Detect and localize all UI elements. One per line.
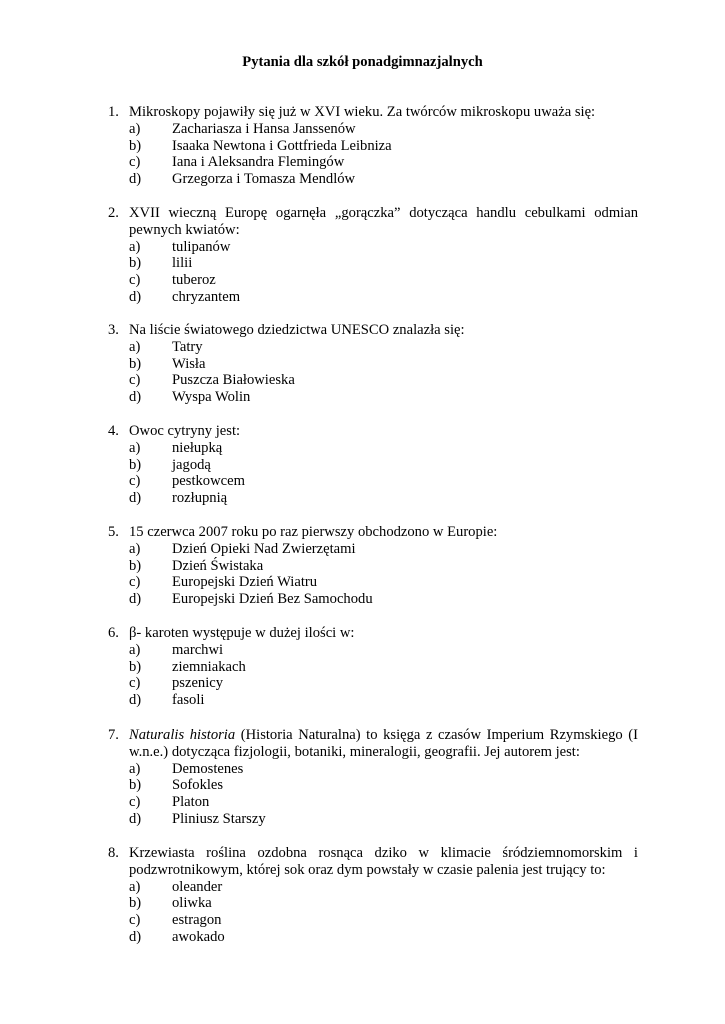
answer-letter: d)	[129, 692, 142, 709]
answer-b[interactable]	[129, 356, 638, 373]
answer-d[interactable]	[129, 490, 638, 507]
answer-letter: b)	[129, 557, 142, 574]
question-8	[108, 845, 638, 946]
answer-list	[108, 879, 638, 946]
answer-letter: d)	[129, 389, 142, 406]
answer-text: Demostenes	[172, 760, 244, 777]
answer-text: Wisła	[172, 355, 206, 372]
answer-letter: d)	[129, 490, 142, 507]
answer-b[interactable]	[129, 659, 638, 676]
answer-d[interactable]	[129, 389, 638, 406]
answer-letter: c)	[129, 574, 141, 591]
answer-letter: a)	[129, 120, 141, 137]
answer-letter: c)	[129, 675, 141, 692]
answer-text: estragon	[172, 912, 222, 929]
answer-c[interactable]	[129, 272, 638, 289]
answer-b[interactable]	[129, 457, 638, 474]
answer-text: chryzantem	[172, 288, 241, 305]
answer-letter: b)	[129, 777, 142, 794]
answer-text: jagodą	[172, 456, 211, 473]
answer-text: rozłupnią	[172, 490, 228, 507]
question-text	[129, 727, 638, 761]
answer-text: Iana i Aleksandra Flemingów	[172, 154, 345, 171]
answer-text: marchwi	[172, 641, 224, 658]
answer-list	[108, 440, 638, 507]
answer-letter: c)	[129, 912, 141, 929]
answer-b[interactable]	[129, 895, 638, 912]
answer-text: Grzegorza i Tomasza Mendlów	[172, 171, 356, 188]
answer-letter: a)	[129, 641, 141, 658]
answer-letter: d)	[129, 810, 142, 827]
answer-a[interactable]	[129, 339, 638, 356]
question-text: Owoc cytryny jest:	[129, 423, 241, 439]
question-text: 15 czerwca 2007 roku po raz pierwszy obchodzono w Europie:	[129, 524, 498, 540]
question-number: 4.	[108, 423, 119, 439]
answer-a[interactable]	[129, 440, 638, 457]
question-text-rest: (Historia Naturalna) to księga z czasów Imperium Rzymskiego (I w.n.e.) dotycząca fizjologii, botaniki, mineralogii, geografii. Jej autorem jest:	[129, 727, 638, 760]
question-number: 6.	[108, 625, 119, 641]
answer-c[interactable]	[129, 794, 638, 811]
answer-a[interactable]	[129, 239, 638, 256]
answer-text: oliwka	[172, 895, 212, 912]
page-title: Pytania dla szkół ponadgimnazjalnych	[242, 54, 483, 70]
question-text: β- karoten występuje w dużej ilości w:	[129, 625, 355, 641]
answer-d[interactable]	[129, 929, 638, 946]
answer-d[interactable]	[129, 171, 638, 188]
answer-text: Isaaka Newtona i Gottfrieda Leibniza	[172, 137, 392, 154]
question-2	[108, 205, 638, 306]
answer-b[interactable]	[129, 255, 638, 272]
answer-d[interactable]	[129, 289, 638, 306]
answer-a[interactable]	[129, 642, 638, 659]
answer-text: Puszcza Białowieska	[172, 372, 295, 389]
answer-text: Sofokles	[172, 777, 224, 794]
answer-letter: c)	[129, 154, 141, 171]
question-6	[108, 625, 638, 709]
question-text: Na liście światowego dziedzictwa UNESCO znalazła się:	[129, 322, 465, 338]
answer-text: awokado	[172, 928, 225, 945]
answer-text: tuberoz	[172, 272, 216, 289]
answer-c[interactable]	[129, 154, 638, 171]
answer-letter: c)	[129, 794, 141, 811]
answer-letter: b)	[129, 137, 142, 154]
question-number: 7.	[108, 727, 119, 743]
question-number: 3.	[108, 322, 119, 338]
answer-text: Dzień Opieki Nad Zwierzętami	[172, 540, 356, 557]
answer-c[interactable]	[129, 675, 638, 692]
answer-list	[108, 541, 638, 608]
answer-c[interactable]	[129, 473, 638, 490]
answer-text: Platon	[172, 794, 210, 811]
answer-a[interactable]	[129, 879, 638, 896]
answer-b[interactable]	[129, 558, 638, 575]
answer-letter: d)	[129, 928, 142, 945]
answer-text: Zachariasza i Hansa Janssenów	[172, 120, 356, 137]
answer-text: ziemniakach	[172, 658, 246, 675]
answer-a[interactable]	[129, 121, 638, 138]
answer-text: Wyspa Wolin	[172, 389, 251, 406]
question-4	[108, 423, 638, 507]
answer-letter: a)	[129, 338, 141, 355]
answer-text: Pliniusz Starszy	[172, 810, 266, 827]
answer-letter: a)	[129, 540, 141, 557]
question-number: 2.	[108, 205, 119, 221]
question-text: Krzewiasta roślina ozdobna rosnąca dziko w klimacie śródziemnomorskim i podzwrotnikowym, której sok oraz dym powstały w czasie palenia jest trujący to:	[129, 845, 638, 878]
answer-c[interactable]	[129, 574, 638, 591]
answer-letter: c)	[129, 473, 141, 490]
answer-letter: c)	[129, 272, 141, 289]
answer-text: pestkowcem	[172, 473, 245, 490]
answer-d[interactable]	[129, 591, 638, 608]
question-number: 1.	[108, 104, 119, 120]
answer-letter: d)	[129, 288, 142, 305]
answer-text: oleander	[172, 878, 223, 895]
answer-letter: b)	[129, 456, 142, 473]
question-5	[108, 524, 638, 608]
answer-list	[108, 239, 638, 306]
book-title: Naturalis historia	[129, 727, 236, 743]
question-3	[108, 322, 638, 406]
answer-list	[108, 121, 638, 188]
answer-letter: a)	[129, 878, 141, 895]
answer-letter: b)	[129, 355, 142, 372]
answer-letter: a)	[129, 238, 141, 255]
answer-letter: d)	[129, 591, 142, 608]
answer-a[interactable]	[129, 541, 638, 558]
answer-text: pszenicy	[172, 675, 224, 692]
answer-d[interactable]	[129, 692, 638, 709]
question-number: 5.	[108, 524, 119, 540]
question-text: XVII wieczną Europę ogarnęła „gorączka” dotycząca handlu cebulkami odmian pewnych kwiatów:	[129, 205, 638, 238]
answer-letter: b)	[129, 255, 142, 272]
question-number: 8.	[108, 845, 119, 861]
answer-text: fasoli	[172, 692, 205, 709]
question-text: Mikroskopy pojawiły się już w XVI wieku. Za twórców mikroskopu uważa się:	[129, 104, 596, 120]
answer-a[interactable]	[129, 761, 638, 778]
answer-letter: b)	[129, 658, 142, 675]
answer-c[interactable]	[129, 912, 638, 929]
answer-text: Tatry	[172, 338, 203, 355]
answer-c[interactable]	[129, 372, 638, 389]
answer-letter: a)	[129, 760, 141, 777]
answer-b[interactable]	[129, 777, 638, 794]
question-7	[108, 727, 638, 828]
answer-text: lilii	[172, 255, 193, 272]
answer-text: Europejski Dzień Bez Samochodu	[172, 591, 373, 608]
answer-text: tulipanów	[172, 238, 231, 255]
answer-d[interactable]	[129, 811, 638, 828]
question-1	[108, 104, 638, 188]
answer-text: Dzień Świstaka	[172, 557, 264, 574]
answer-letter: b)	[129, 895, 142, 912]
answer-letter: d)	[129, 171, 142, 188]
answer-letter: a)	[129, 439, 141, 456]
answer-b[interactable]	[129, 138, 638, 155]
answer-list	[108, 642, 638, 709]
answer-text: Europejski Dzień Wiatru	[172, 574, 318, 591]
answer-list	[108, 339, 638, 406]
answer-list	[108, 761, 638, 828]
answer-text: niełupką	[172, 439, 223, 456]
answer-letter: c)	[129, 372, 141, 389]
